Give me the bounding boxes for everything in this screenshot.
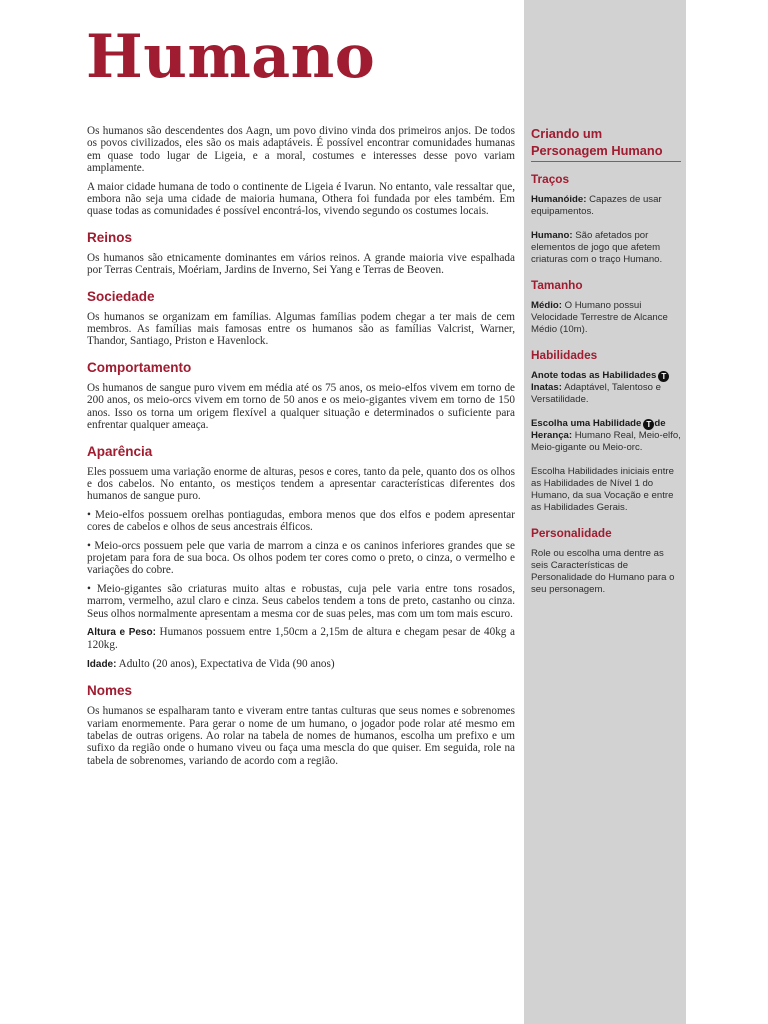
medio-text: O Humano possui Velocidade Terrestre de Alcance Médio (10m). (531, 300, 668, 335)
sidebar-content (531, 125, 681, 608)
idade-text: Adulto (20 anos), Expectativa de Vida (90 anos) (116, 657, 335, 670)
sidebar-heading-habilidades: Habilidades (531, 348, 598, 362)
nomes-paragraph: Os humanos se espalharam tanto e viveram entre tantas culturas que seus nomes e sobrenomes variam enormemente. Para gerar o nome de um humano, o jogador pode rolar até mesmo em tabelas de outras origens. Ao rolar na tabela de nomes de humanos, escolha um prefixo e um sufixo da região onde o humano viveu ou faça uma mescla do que quiser. Em seguida, role na tabela de sobrenomes, variando de acordo com a região. (87, 705, 515, 767)
inatas-text: Adaptável, Talentoso e Versatilidade. (531, 382, 661, 405)
idade-paragraph (87, 658, 515, 671)
sidebar-heading-personalidade: Personalidade (531, 526, 612, 540)
humanoide-text: Capazes de usar equipamentos. (531, 194, 662, 217)
humano-text: São afetados por elementos de jogo que afetem criaturas com o traço Humano. (531, 230, 663, 265)
bullet-meio-orcs: • Meio-orcs possuem pele que varia de marrom a cinza e os caninos inferiores grandes que se projetam para fora de sua boca. Os olhos podem ter cores como o preto, o cinza, o vermelho e variações do cobre. (87, 539, 515, 577)
escolha-label: Escolha uma Habilidade (531, 418, 642, 429)
section-heading-reinos: Reinos (87, 229, 133, 245)
anote-label: Anote todas as Habilidades (531, 370, 657, 381)
inatas-label: Inatas: (531, 382, 562, 393)
aparencia-paragraph: Eles possuem uma variação enorme de alturas, pesos e cores, tanto da pele, quanto dos os olhos e dos cabelos. No entanto, os mestiços tendem a apresentar características diferentes dos humanos de sangue puro. (87, 465, 515, 503)
humano-entry (531, 230, 681, 266)
altura-peso-paragraph (87, 626, 515, 652)
heranca-entry (531, 418, 681, 454)
heranca-label: de Herança: (531, 418, 666, 441)
main-content (87, 125, 515, 773)
intro-paragraph-2: A maior cidade humana de todo o continente de Ligeia é Ivarun. No entanto, vale ressaltar que, embora não seja uma cidade de maioria humana, Othera foi fundada por eles também. Em quase todas as comunidades é possível encontrá-los, vivendo segundo os costumes locais. (87, 180, 515, 218)
altura-peso-label: Altura e Peso: (87, 626, 156, 638)
heranca-text: Humano Real, Meio-elfo, Meio-gigante ou Meio-orc. (531, 430, 681, 453)
medio-label: Médio: (531, 300, 562, 311)
inatas-entry (531, 370, 681, 406)
humano-label: Humano: (531, 230, 573, 241)
section-heading-comportamento: Comportamento (87, 359, 192, 375)
sociedade-paragraph: Os humanos se organizam em famílias. Algumas famílias podem chegar a ter mais de cem membros. As famílias mais famosas entre os humanos são as famílias Valcrist, Warner, Thandor, Santiago, Priston e Havenlock. (87, 310, 515, 348)
humanoide-label: Humanóide: (531, 194, 587, 205)
medio-entry (531, 300, 681, 336)
altura-peso-text: Humanos possuem entre 1,50cm a 2,15m de altura e chegam pesar de 40kg a 120kg. (87, 625, 515, 652)
sidebar-heading-tamanho: Tamanho (531, 278, 583, 292)
idade-label: Idade: (87, 658, 117, 670)
section-heading-aparencia: Aparência (87, 443, 153, 459)
reinos-paragraph: Os humanos são etnicamente dominantes em vários reinos. A grande maioria vive espalhada por Terras Centrais, Moériam, Jardins de Inverno, Sei Yang e Terras de Beoven. (87, 251, 515, 277)
bullet-meio-elfos: • Meio-elfos possuem orelhas pontiagudas, embora menos que dos elfos e podem apresentar cores de cabelos e olhos de seus ancestrais élficos. (87, 508, 515, 534)
sidebar-panel (524, 0, 686, 1024)
page-title: Humano (86, 22, 376, 92)
intro-paragraph-1: Os humanos são descendentes dos Aagn, um povo divino vinda dos primeiros anjos. De todos os povos civilizados, eles são os mais adaptáveis. É possível encontrar comunidades humanas em quase todo lugar de Ligeia, e a moral, costumes e interesses desse povo variam amplamente. (87, 125, 515, 175)
section-heading-sociedade: Sociedade (87, 288, 155, 304)
comportamento-paragraph: Os humanos de sangue puro vivem em média até os 75 anos, os meio-elfos vivem em torno de 200 anos, os meio-orcs vivem em torno de 50 anos e os meio-gigantes vivem em torno de 150 anos. Isso os torna um origem flexível a qualquer situação e determinados o suficiente para enfrentar qualquer ameaça. (87, 381, 515, 432)
humanoide-entry (531, 194, 681, 218)
trait-t-icon: T (643, 419, 654, 430)
iniciais-entry: Escolha Habilidades iniciais entre as Habilidades de Nível 1 do Humano, da sua Vocação e entre as Habilidades Gerais. (531, 466, 674, 513)
sidebar-title: Criando um Personagem Humano (531, 125, 681, 162)
trait-t-icon: T (658, 371, 669, 382)
section-heading-nomes: Nomes (87, 683, 133, 699)
bullet-meio-gigantes: • Meio-gigantes são criaturas muito altas e robustas, cuja pele varia entre tons rosados, marrom, vermelho, azul claro e cinza. Seus cabelos tendem a tons de preto, castanho ou cinza. Seus olhos normalmente apresentam a mesma cor de suas peles, mas com um tom mais escuro. (87, 582, 515, 620)
personalidade-entry: Role ou escolha uma dentre as seis Características de Personalidade do Humano para o seu personagem. (531, 548, 675, 595)
sidebar-heading-tracos: Traços (531, 172, 570, 186)
